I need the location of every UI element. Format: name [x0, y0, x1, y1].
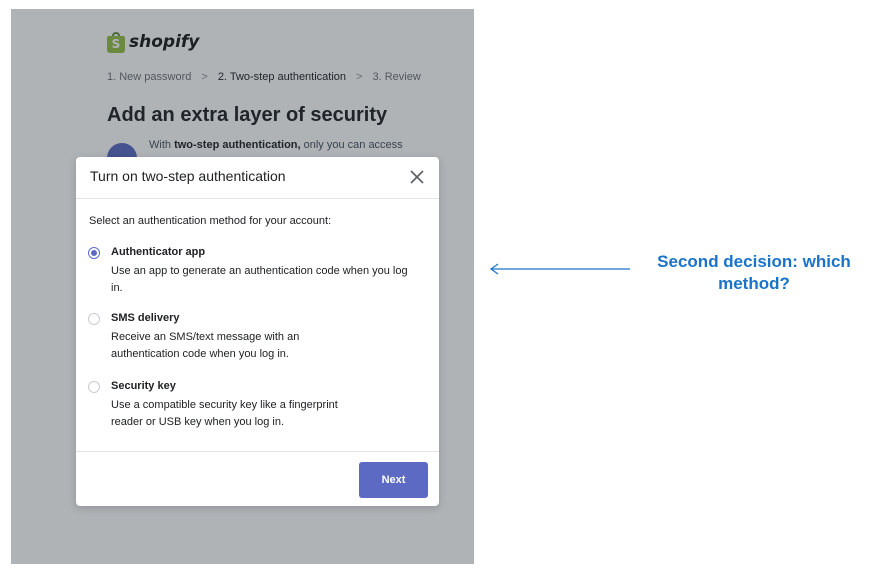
step-separator: >: [356, 71, 363, 83]
step-new-password: 1. New password: [107, 71, 192, 83]
radio-security-key[interactable]: [88, 381, 100, 393]
annotation-callout: [636, 251, 872, 295]
shopping-bag-icon: S: [107, 32, 125, 53]
step-two-step-authentication: 2. Two-step authentication: [217, 71, 347, 83]
step-separator: >: [201, 71, 208, 83]
option-label: SMS delivery: [111, 312, 180, 324]
option-description: Use an app to generate an authentication code when you log in.: [111, 265, 408, 294]
method-prompt: Select an authentication method for your account:: [89, 215, 332, 227]
option-label: Security key: [111, 380, 176, 392]
option-sms-delivery[interactable]: [88, 312, 418, 362]
close-button[interactable]: [405, 165, 429, 189]
next-button[interactable]: Next: [359, 462, 428, 498]
brand-name: shopify: [129, 32, 200, 52]
radio-authenticator-app[interactable]: [88, 247, 100, 259]
two-step-auth-modal: [76, 157, 439, 506]
option-description: Use a compatible security key like a fingerprint reader or USB key when you log in.: [111, 399, 338, 428]
shopify-setup-screen: [11, 9, 474, 564]
annotation-line-1: Second decision: which: [657, 252, 851, 271]
step-review: 3. Review: [372, 71, 421, 83]
annotation-line-2: method?: [718, 274, 790, 293]
page-title: Add an extra layer of security: [107, 104, 388, 126]
modal-body: [76, 199, 439, 451]
close-icon: [410, 170, 424, 184]
option-security-key[interactable]: [88, 380, 418, 430]
arrow-left-icon: [488, 262, 632, 276]
modal-title: Turn on two-step authentication: [90, 168, 286, 184]
page-subtitle: With two-step authentication, only you can access: [149, 139, 403, 151]
option-description: Receive an SMS/text message with an authentication code when you log in.: [111, 331, 300, 360]
modal-header: [76, 157, 439, 199]
option-label: Authenticator app: [111, 246, 206, 258]
radio-sms-delivery[interactable]: [88, 313, 100, 325]
modal-footer: [76, 451, 439, 506]
option-authenticator-app[interactable]: [88, 246, 418, 296]
